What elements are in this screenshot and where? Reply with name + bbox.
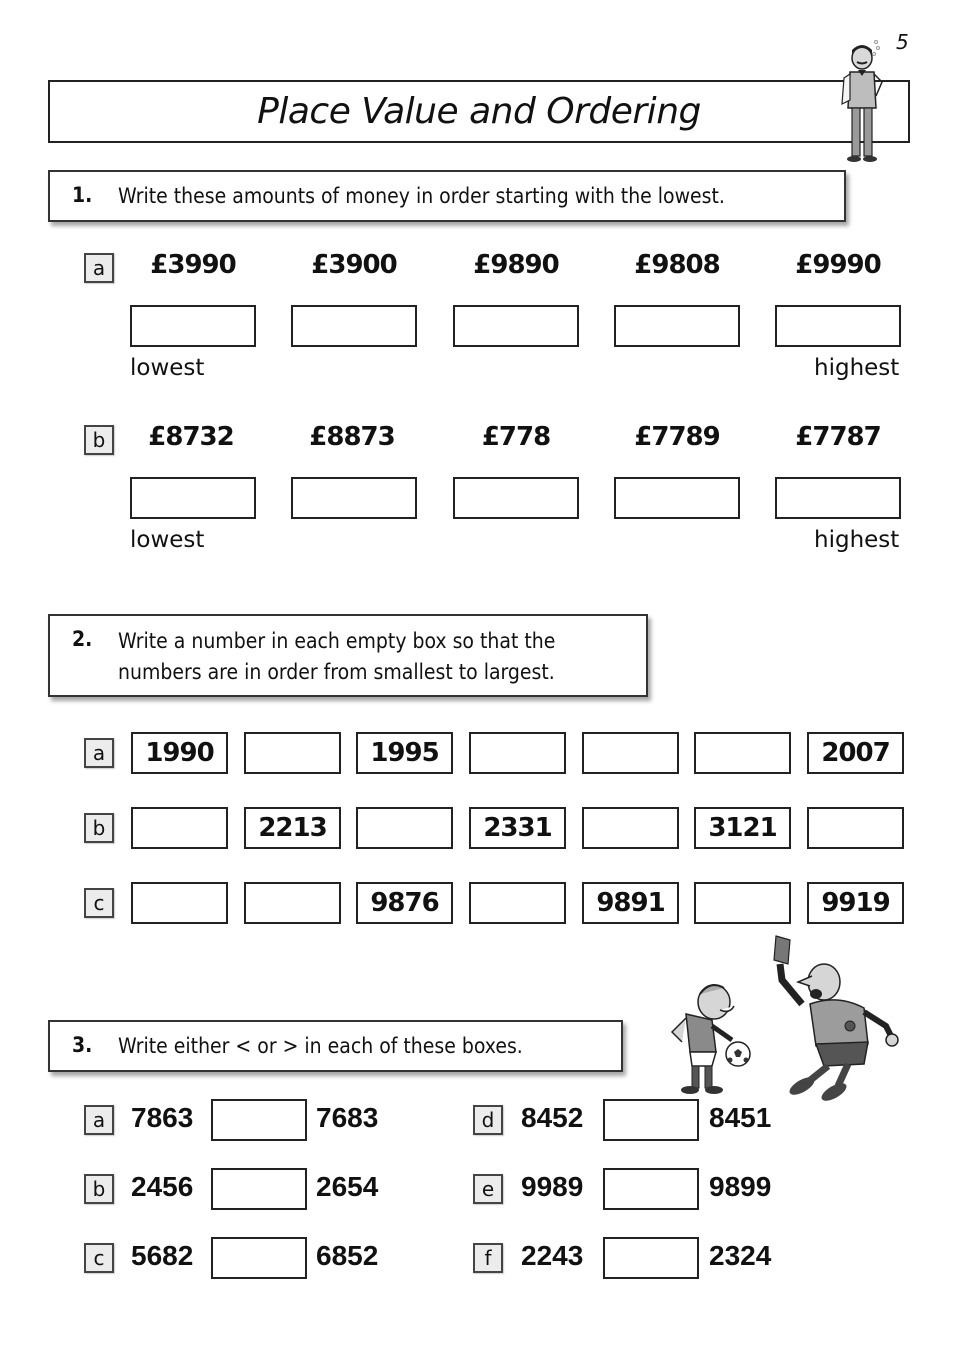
q3-comparison-answer-box[interactable]	[211, 1168, 307, 1210]
q2-given-number-box: 2331	[469, 807, 566, 849]
q3-item-label: f	[473, 1243, 503, 1273]
q3-right-number: 8451	[709, 1102, 772, 1133]
q1a-amount: £9890	[473, 250, 559, 280]
q3-comparison-answer-box[interactable]	[603, 1237, 699, 1279]
q3-right-number: 2324	[709, 1240, 772, 1271]
q1a-answer-box[interactable]	[775, 305, 901, 347]
question-1-box	[48, 170, 846, 222]
q2-empty-answer-box[interactable]	[694, 732, 791, 774]
q3-left-number: 5682	[131, 1240, 194, 1271]
q1b-amount: £7787	[795, 422, 881, 452]
lowest-label: lowest	[130, 527, 205, 553]
question-1-text: Write these amounts of money in order starting with the lowest.	[118, 184, 725, 208]
q3-left-number: 2243	[521, 1240, 584, 1271]
q3-item-label: a	[84, 1105, 114, 1135]
q3-comparison-answer-box[interactable]	[211, 1237, 307, 1279]
lowest-label: lowest	[130, 355, 205, 381]
q1a-amount: £3990	[150, 250, 236, 280]
title-box	[48, 80, 910, 143]
q2-empty-answer-box[interactable]	[582, 732, 679, 774]
q3-item-label: e	[473, 1174, 503, 1204]
q2-row-label: b	[84, 813, 114, 843]
q1a-answer-box[interactable]	[291, 305, 417, 347]
highest-label: highest	[814, 355, 900, 381]
q3-left-number: 8452	[521, 1102, 584, 1133]
q2-empty-answer-box[interactable]	[582, 807, 679, 849]
q3-item-label: b	[84, 1174, 114, 1204]
footballer-illustration	[660, 970, 760, 1100]
q2-empty-answer-box[interactable]	[356, 807, 453, 849]
page-title: Place Value and Ordering	[257, 91, 701, 132]
q3-comparison-answer-box[interactable]	[603, 1099, 699, 1141]
page-number: 5	[896, 30, 909, 54]
waiter-illustration	[836, 38, 894, 166]
q2-given-number-box: 9891	[582, 882, 679, 924]
question-3-box	[48, 1020, 623, 1072]
q2-given-number-box: 2007	[807, 732, 904, 774]
q3-right-number: 2654	[316, 1171, 379, 1202]
q1b-amount: £7789	[634, 422, 720, 452]
q1-row-label: b	[84, 425, 114, 455]
q1b-amount: £8873	[309, 422, 395, 452]
q2-empty-answer-box[interactable]	[469, 732, 566, 774]
question-1-number: 1.	[72, 183, 93, 207]
question-2-number: 2.	[72, 627, 93, 651]
q2-row-label: c	[84, 888, 114, 918]
q3-right-number: 9899	[709, 1171, 772, 1202]
q1-row-label: a	[84, 253, 114, 283]
q1b-amount: £8732	[148, 422, 234, 452]
question-3-text: Write either < or > in each of these boxes.	[118, 1034, 523, 1058]
q2-empty-answer-box[interactable]	[694, 882, 791, 924]
q2-empty-answer-box[interactable]	[469, 882, 566, 924]
q3-left-number: 7863	[131, 1102, 194, 1133]
q2-given-number-box: 9919	[807, 882, 904, 924]
question-2-text: Write a number in each empty box so that the numbers are in order from smallest to largest.	[118, 629, 556, 684]
q1b-answer-box[interactable]	[775, 477, 901, 519]
q2-given-number-box: 2213	[244, 807, 341, 849]
q3-item-label: c	[84, 1243, 114, 1273]
q3-right-number: 6852	[316, 1240, 379, 1271]
q3-comparison-answer-box[interactable]	[603, 1168, 699, 1210]
red-card-icon	[774, 936, 790, 964]
question-3-number: 3.	[72, 1033, 93, 1057]
q1b-amount: £778	[481, 422, 551, 452]
q2-empty-answer-box[interactable]	[244, 732, 341, 774]
referee-illustration	[768, 934, 908, 1104]
question-2-box	[48, 614, 648, 697]
highest-label: highest	[814, 527, 900, 553]
q1a-amount: £9990	[795, 250, 881, 280]
q1b-answer-box[interactable]	[614, 477, 740, 519]
q1a-answer-box[interactable]	[130, 305, 256, 347]
q2-given-number-box: 3121	[694, 807, 791, 849]
q3-left-number: 9989	[521, 1171, 584, 1202]
q1b-answer-box[interactable]	[291, 477, 417, 519]
q1b-answer-box[interactable]	[453, 477, 579, 519]
q1a-answer-box[interactable]	[614, 305, 740, 347]
football-icon	[726, 1042, 750, 1066]
q2-row-label: a	[84, 738, 114, 768]
q3-comparison-answer-box[interactable]	[211, 1099, 307, 1141]
q2-empty-answer-box[interactable]	[244, 882, 341, 924]
q1b-answer-box[interactable]	[130, 477, 256, 519]
q2-empty-answer-box[interactable]	[131, 807, 228, 849]
q2-empty-answer-box[interactable]	[131, 882, 228, 924]
q3-left-number: 2456	[131, 1171, 194, 1202]
q2-empty-answer-box[interactable]	[807, 807, 904, 849]
q2-given-number-box: 1990	[131, 732, 228, 774]
q1a-amount: £9808	[634, 250, 720, 280]
q2-given-number-box: 9876	[356, 882, 453, 924]
q3-item-label: d	[473, 1105, 503, 1135]
q3-right-number: 7683	[316, 1102, 379, 1133]
q1a-amount: £3900	[311, 250, 397, 280]
q1a-answer-box[interactable]	[453, 305, 579, 347]
q2-given-number-box: 1995	[356, 732, 453, 774]
waiter-bubbles-icon	[873, 41, 880, 56]
